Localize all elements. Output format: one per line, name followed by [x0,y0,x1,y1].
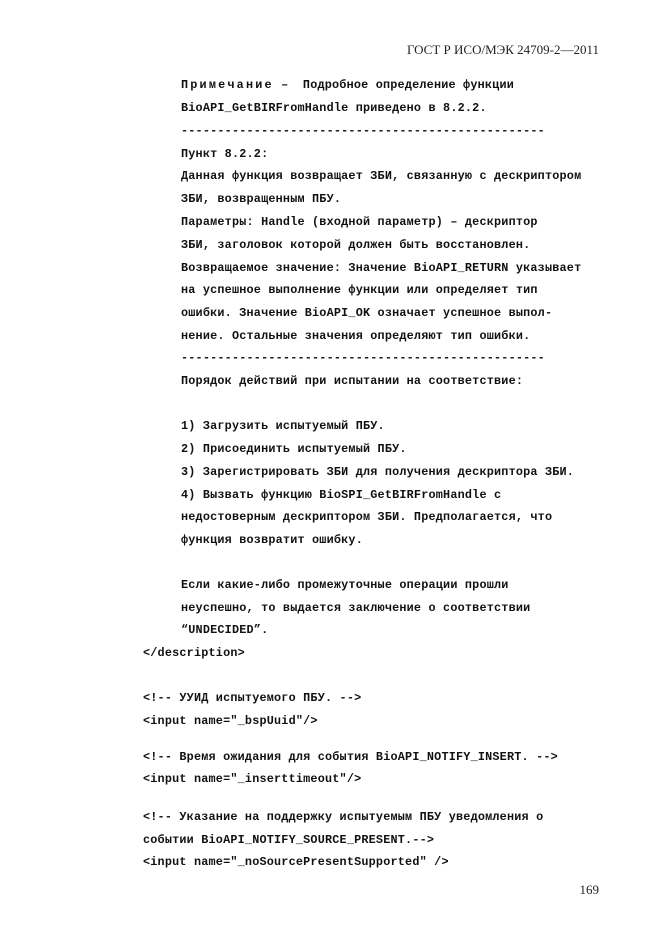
clause-line: ошибки. Значение BioAPI_OK означает успешное выпол- [181,306,553,320]
procedure-step: 3) Зарегистрировать ЗБИ для получения дескриптора ЗБИ. [181,465,575,479]
clause-line: Данная функция возвращает ЗБИ, связанную с дескриптором [181,169,582,183]
clause-line: Параметры: Handle (входной параметр) – дескриптор [181,215,538,229]
procedure-step: 4) Вызвать функцию BioSPI_GetBIRFromHandle с [181,488,502,502]
procedure-result: неуспешно, то выдается заключение о соответствии [181,601,531,615]
comment-source-present-cont: событии BioAPI_NOTIFY_SOURCE_PRESENT.--> [143,833,435,847]
document-header: ГОСТ Р ИСО/МЭК 24709-2—2011 [406,42,599,57]
clause-line: на успешное выполнение функции или определяет тип [181,283,538,297]
clause-line: ЗБИ, заголовок которой должен быть восстановлен. [181,238,531,252]
input-insert-timeout: <input name="_inserttimeout"/> [143,772,362,786]
separator-bottom: -------------------------------------------------- [181,351,545,365]
procedure-step: 1) Загрузить испытуемый ПБУ. [181,419,385,433]
procedure-result: “UNDECIDED”. [181,623,269,637]
procedure-step: 2) Присоединить испытуемый ПБУ. [181,442,407,456]
note-text: – Подробное определение функции [273,78,515,92]
input-source-present: <input name="_noSourcePresentSupported" /> [143,855,449,869]
comment-insert-timeout: <!-- Время ожидания для события BioAPI_NOTIFY_INSERT. --> [143,750,558,764]
separator-top: -------------------------------------------------- [181,124,545,138]
clause-title: Пункт 8.2.2: [181,147,269,161]
clause-line: нение. Остальные значения определяют тип ошибки. [181,329,531,343]
comment-source-present: <!-- Указание на поддержку испытуемым ПБУ уведомления о [143,810,544,824]
clause-line: ЗБИ, возвращенным ПБУ. [181,192,342,206]
clause-line: Возвращаемое значение: Значение BioAPI_RETURN указывает [181,261,582,275]
procedure-result: Если какие-либо промежуточные операции прошли [181,578,509,592]
page-number: 169 [579,882,599,897]
description-close-tag: </description> [143,646,245,660]
procedure-step: недостоверным дескриптором ЗБИ. Предполагается, что [181,510,553,524]
note-label: Примечание [181,78,274,92]
note-line-2: BioAPI_GetBIRFromHandle приведено в 8.2.2. [181,101,487,115]
procedure-title: Порядок действий при испытании на соответствие: [181,374,524,388]
input-bsp-uuid: <input name="_bspUuid"/> [143,714,318,728]
comment-bsp-uuid: <!-- УУИД испытуемого ПБУ. --> [143,691,362,705]
note-line-1 [181,78,514,92]
procedure-step: функция возвратит ошибку. [181,533,363,547]
